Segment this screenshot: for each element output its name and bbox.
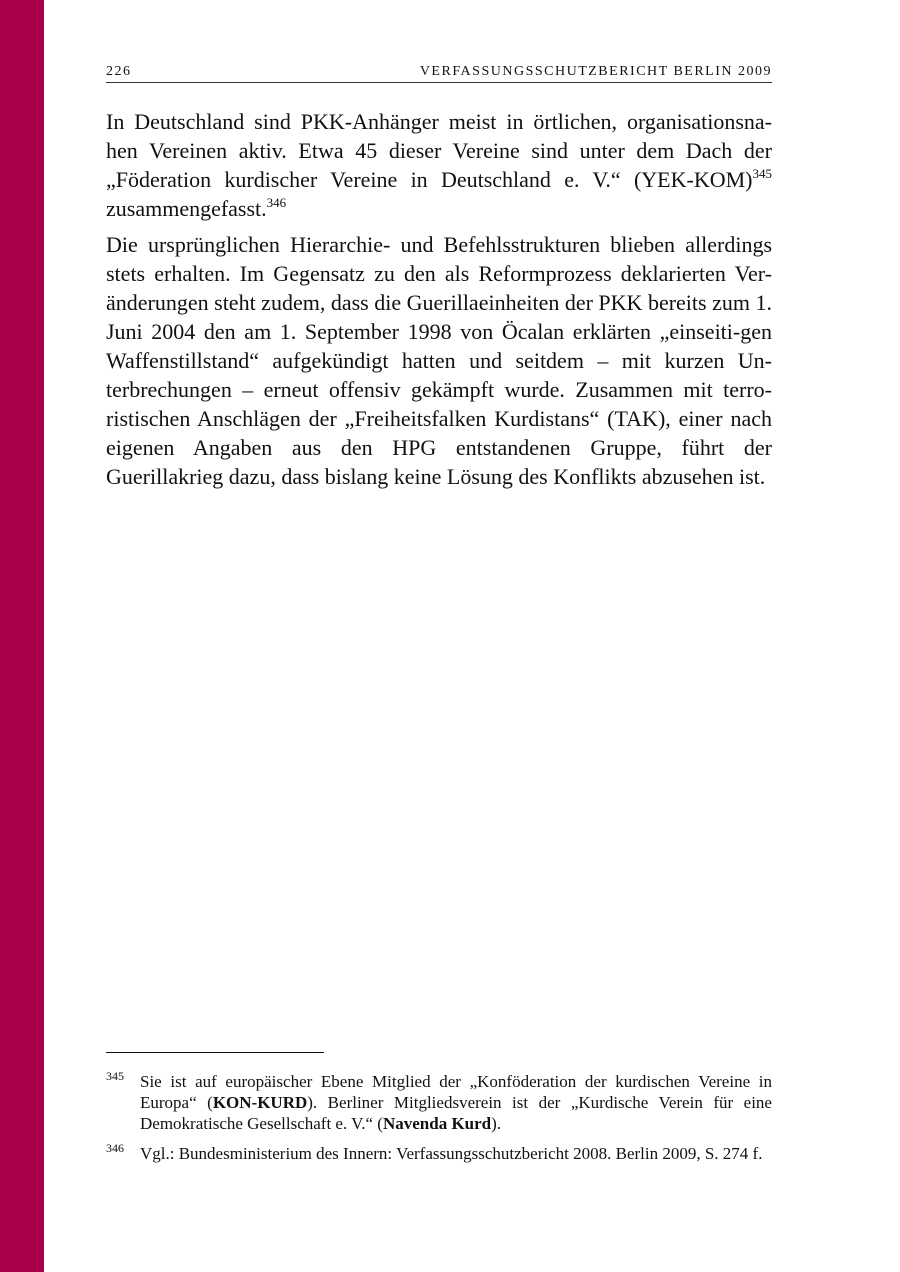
paragraph-1-text: In Deutschland sind PKK-Anhänger meist in örtlichen, organisationsna-hen Vereinen aktiv. Etwa 45 dieser Vereine sind unter dem Dach der „Föderation kurdischer Vereine in Deutschland e. V.“ (YEK-KOM)	[106, 109, 772, 192]
page-number: 226	[106, 64, 132, 79]
footnote-346	[106, 1143, 772, 1164]
paragraph-2: Die ursprünglichen Hierarchie- und Befehlsstrukturen blieben allerdings stets erhalten. Im Gegensatz zu den als Reformprozess deklarierten Ver-änderungen steht zudem, dass die Guerillaeinheiten der PKK bereits zum 1. Juni 2004 den am 1. September 1998 von Öcalan erklärten „einseiti-gen Waffenstillstand“ aufgekündigt hatten und seitdem – mit kurzen Un-terbrechungen – erneut offensiv gekämpft wurde. Zusammen mit terro-ristischen Anschlägen der „Freiheitsfalken Kurdistans“ (TAK), einer nach eigenen Angaben aus den HPG entstandenen Gruppe, führt der Guerillakrieg dazu, dass bislang keine Lösung des Konflikts abzusehen ist.	[106, 232, 772, 489]
footnote-345	[106, 1071, 772, 1134]
page-header	[106, 62, 772, 83]
footnote-number: 346	[106, 1141, 124, 1155]
running-title: VERFASSUNGSSCHUTZBERICHT BERLIN 2009	[419, 64, 772, 79]
footnote-number: 345	[106, 1069, 124, 1083]
footnote-ref-345: 345	[752, 166, 772, 181]
footnote-bold-term: Navenda Kurd	[382, 1114, 492, 1133]
footnote-text: Vgl.: Bundesministerium des Innern: Verfassungsschutzbericht 2008. Berlin 2009, S. 274 f.	[140, 1144, 763, 1163]
footnote-text: ). Berliner Mitgliedsverein ist der „Kurdische Verein für eine Demokratische Gesellschaft e. V.“ (	[140, 1093, 772, 1133]
footnote-ref-346: 346	[266, 195, 287, 210]
paragraph-1-text-end: zusammengefasst.	[106, 196, 267, 221]
footnote-bold-term: KON-KURD	[212, 1093, 308, 1112]
paragraph-1	[106, 107, 772, 223]
side-color-band	[0, 0, 44, 1272]
footnote-text: Sie ist auf europäischer Ebene Mitglied der „Konföderation der kurdischen Vereine in Europa“ (	[140, 1072, 772, 1112]
body-text	[106, 107, 772, 498]
footnote-text: ).	[491, 1114, 502, 1133]
footnote-separator	[106, 1052, 324, 1053]
footnotes	[106, 1071, 772, 1173]
